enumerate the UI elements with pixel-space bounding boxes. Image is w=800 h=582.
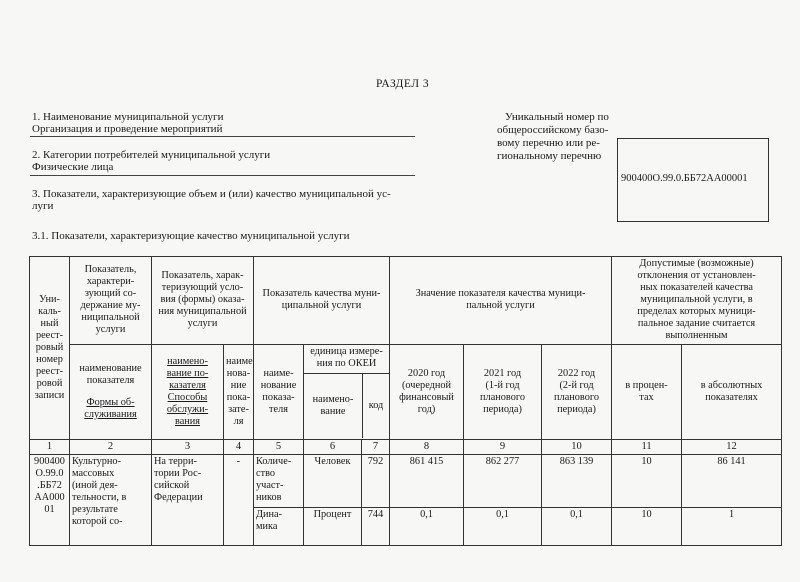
col3-header <box>152 344 224 439</box>
col5-header: наиме- нование показа- теля <box>254 344 304 439</box>
row-value-2022: 0,1 <box>542 507 612 545</box>
col2-forms-header: Формы об- служивания <box>84 396 137 420</box>
unique-number-label-line-1: Уникальный номер по <box>505 111 609 123</box>
unique-number-label-line-2: общероссийскому базо- <box>497 124 609 136</box>
row-unit: Человек <box>304 455 362 508</box>
col4-header: наиме нова- ние пока- зате- ля <box>224 344 254 439</box>
okei-group-header: единица измере- ния по ОКЕИ <box>304 345 389 374</box>
column-number: 12 <box>682 439 782 454</box>
row-value-2020: 861 415 <box>390 455 464 508</box>
col2-name-header: наименование показателя <box>79 362 142 386</box>
row-indicator: Количе- ство участ- ников <box>254 455 304 508</box>
service-name-underline <box>30 136 415 137</box>
row-value-2021: 862 277 <box>464 455 542 508</box>
column-number: 1 <box>30 439 70 454</box>
section-title: РАЗДЕЛ 3 <box>376 78 430 90</box>
unique-number-value: 900400О.99.0.ББ72АА00001 <box>621 173 748 184</box>
service-name-value: Организация и проведение мероприятий <box>32 123 223 135</box>
conditions-group-header: Показатель, харак- теризующий усло- вия (формы) оказа- ния муниципальной услуги <box>152 257 254 345</box>
indicators-label-line-2: луги <box>32 200 54 212</box>
column-number: 11 <box>612 439 682 454</box>
record-conditions: На терри- тории Рос- сийской Федерации <box>152 455 224 546</box>
row-dev-percent: 10 <box>612 507 682 545</box>
indicators-label-line-1: 3. Показатели, характеризующие объем и (или) качество муниципальной ус- <box>32 188 391 200</box>
value-group-header: Значение показателя качества муници- пальной услуги <box>390 257 612 345</box>
row-dev-absolute: 1 <box>682 507 782 545</box>
column-number: 7 <box>362 439 390 454</box>
unique-number-label-line-4: гиональному перечню <box>497 150 602 162</box>
column-number: 10 <box>542 439 612 454</box>
dev-percent-header: в процен- тах <box>612 344 682 439</box>
row-code: 792 <box>362 455 390 508</box>
table-row <box>30 455 782 508</box>
service-name-label: 1. Наименование муниципальной услуги <box>32 111 224 123</box>
row-value-2021: 0,1 <box>464 507 542 545</box>
col2-header <box>70 344 152 439</box>
year-2021-header: 2021 год (1-й год планового периода) <box>464 344 542 439</box>
record-content: Культурно- массовых (иной дея- тельности, в результате которой со- <box>70 455 152 546</box>
column-numbers-row <box>30 439 782 454</box>
col3-name-header: наимено- вание по- казателя <box>166 355 209 391</box>
year-2022-header: 2022 год (2-й год планового периода) <box>542 344 612 439</box>
content-group-header: Показатель, характери- зующий со- держание му- ниципальной услуги <box>70 257 152 345</box>
registry-number-header: Уни- каль- ный реест- ровый номер реест- ровой записи <box>30 257 70 440</box>
row-value-2020: 0,1 <box>390 507 464 545</box>
unique-number-box <box>617 138 769 222</box>
header-row-2 <box>30 344 782 439</box>
row-value-2022: 863 139 <box>542 455 612 508</box>
record-registry-number: 900400 О.99.0 .ББ72 АА000 01 <box>30 455 70 546</box>
col3-ways-header: Способы обслужи- вания <box>166 391 209 427</box>
column-number: 6 <box>304 439 362 454</box>
year-2020-header: 2020 год (очередной финансовый год) <box>390 344 464 439</box>
row-code: 744 <box>362 507 390 545</box>
column-number: 3 <box>152 439 224 454</box>
deviation-group-header: Допустимые (возможные) отклонения от установлен- ных показателей качества муниципальной услуги, в пределах которых муници- пальное задание считается выполненным <box>612 257 782 345</box>
dev-absolute-header: в абсолютных показателях <box>682 344 782 439</box>
okei-name-header: наимено- вание <box>304 374 363 438</box>
row-dev-absolute: 86 141 <box>682 455 782 508</box>
unique-number-label-line-3: вому перечню или ре- <box>497 137 600 149</box>
consumers-label: 2. Категории потребителей муниципальной услуги <box>32 149 271 161</box>
okei-header <box>304 344 390 439</box>
row-indicator: Дина- мика <box>254 507 304 545</box>
column-number: 4 <box>224 439 254 454</box>
header-row-1 <box>30 257 782 345</box>
column-number: 9 <box>464 439 542 454</box>
consumers-value: Физические лица <box>32 161 114 173</box>
record-col4: - <box>224 455 254 546</box>
column-number: 5 <box>254 439 304 454</box>
row-unit: Процент <box>304 507 362 545</box>
row-dev-percent: 10 <box>612 455 682 508</box>
quality-label: 3.1. Показатели, характеризующие качество муниципальной услуги <box>32 230 350 242</box>
consumers-underline <box>30 175 415 176</box>
column-number: 2 <box>70 439 152 454</box>
column-number: 8 <box>390 439 464 454</box>
quality-group-header: Показатель качества муни- ципальной услуги <box>254 257 390 345</box>
quality-indicators-table <box>29 256 782 546</box>
okei-code-header: код <box>368 400 384 412</box>
